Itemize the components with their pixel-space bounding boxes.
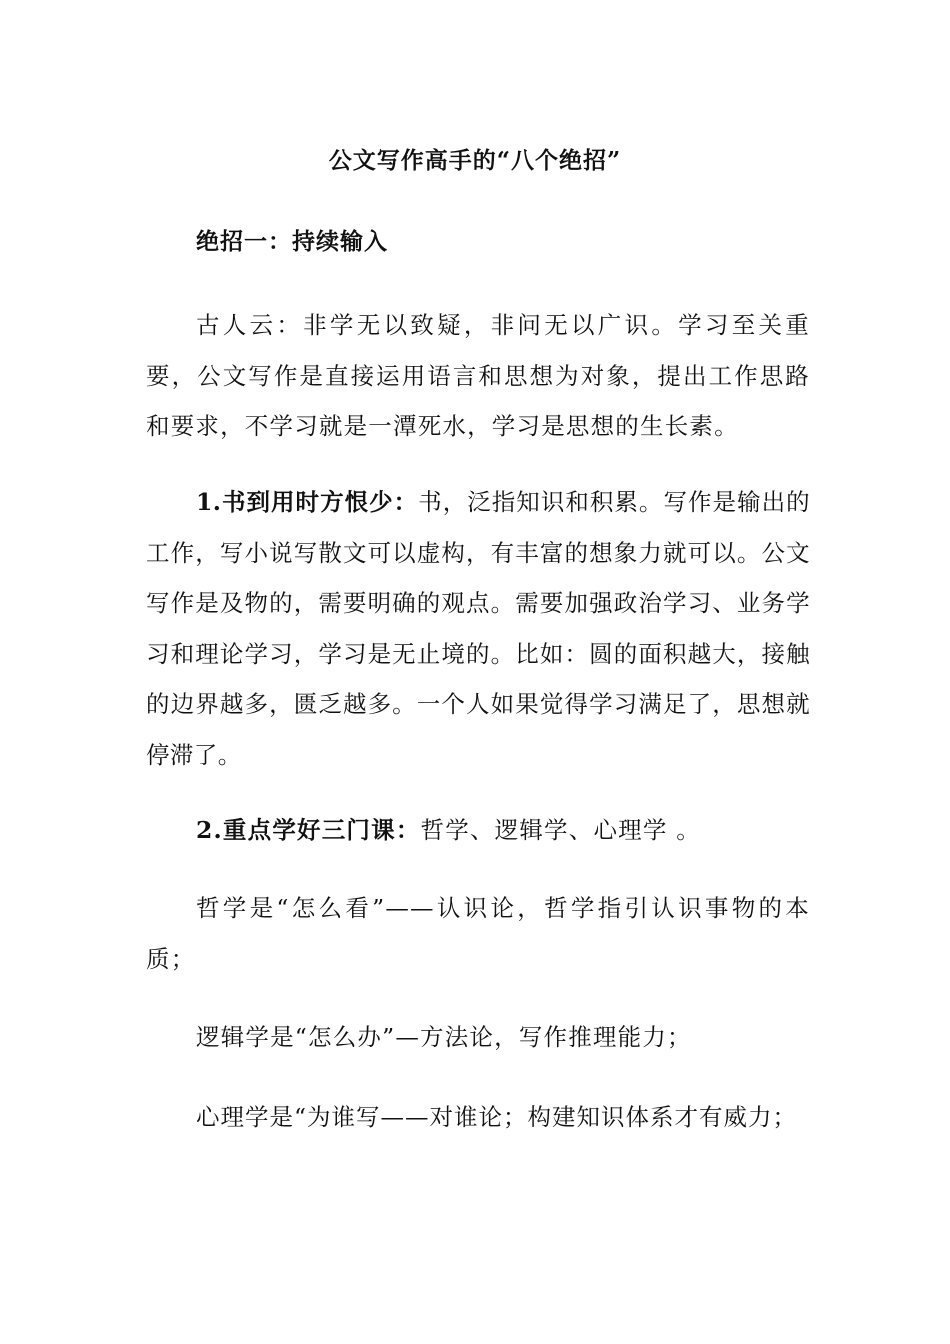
paragraph-books-body: 书，泛指知识和积累。写作是输出的工作，写小说写散文可以虚构，有丰富的想象力就可以。公文写作是及物的，需要明确的观点。需要加强政治学习、业务学习和理论学习，学习是无止境的。比如：圆的面积越大，接触的边界越多，匮乏越多。一个人如果觉得学习满足了，思想就停滞了。 <box>146 488 810 769</box>
paragraph-three-courses <box>146 805 810 856</box>
paragraph-intro: 古人云：非学无以致疑，非问无以广识。学习至关重要，公文写作是直接运用语言和思想为对象，提出工作思路和要求，不学习就是一潭死水，学习是思想的生长素。 <box>146 311 810 440</box>
paragraph-books <box>146 477 810 780</box>
paragraph-logic: 逻辑学是“怎么办”—方法论，写作推理能力； <box>196 1023 692 1051</box>
paragraph-three-courses-body: 哲学、逻辑学、心理学 。 <box>420 816 701 844</box>
section-heading: 绝招一：持续输入 <box>196 228 388 255</box>
paragraph-three-courses-lead: 2.重点学好三门课： <box>196 816 421 844</box>
paragraph-psychology: 心理学是“为谁写——对谁论；构建知识体系才有威力； <box>196 1103 798 1131</box>
paragraph-philosophy: 哲学是“怎么看”——认识论，哲学指引认识事物的本质； <box>146 894 810 973</box>
paragraph-books-lead: 1.书到用时方恨少： <box>196 488 419 516</box>
document-title: 公文写作高手的“八个绝招” <box>328 147 622 174</box>
